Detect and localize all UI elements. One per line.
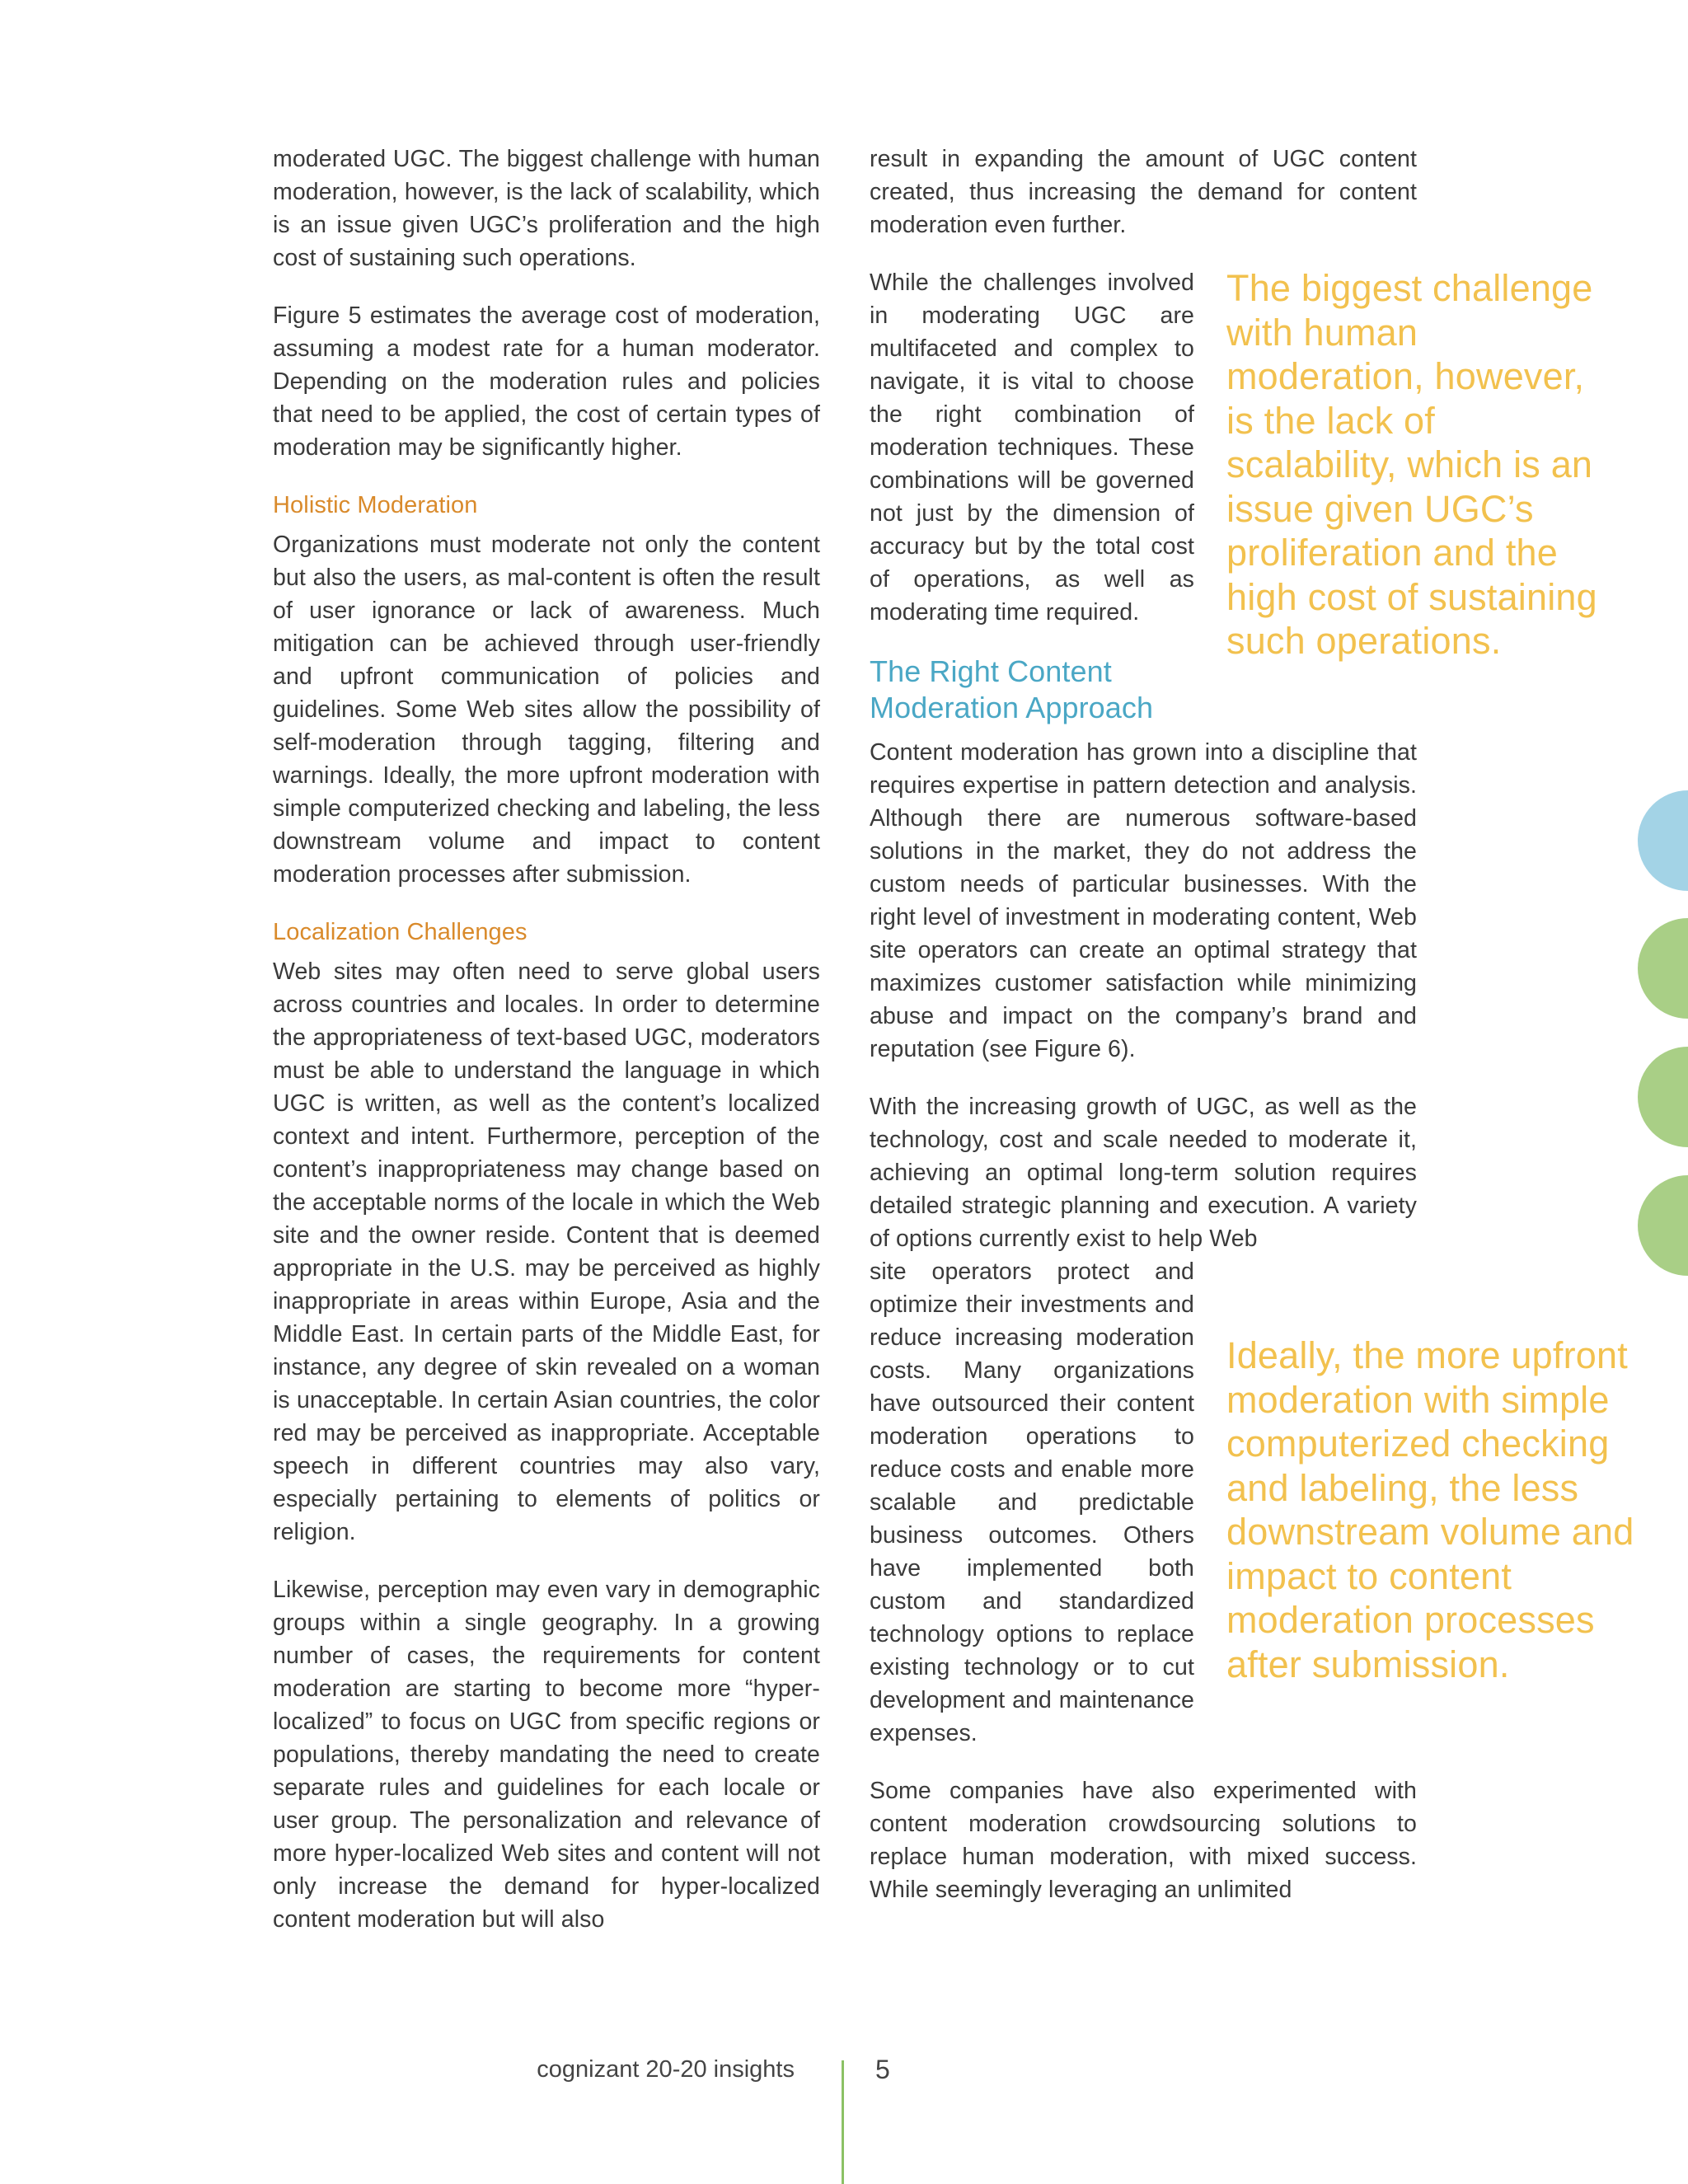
footer-divider (842, 2060, 844, 2184)
paragraph: Figure 5 estimates the average cost of moderation, assuming a modest rate for a human moderator. Depending on the moderation rules and policies that need to be applied, the cost of certain types of moderation may be significantly higher. (273, 302, 820, 461)
footer-brand: cognizant 20-20 insights (537, 2056, 795, 2083)
pull-quote: Ideally, the more upfront moderation with simple computerized checking and labeling, the less downstream volume and impact to content moderation processes after submission. (1226, 1334, 1634, 1685)
decorative-green-circle (1638, 1047, 1688, 1147)
paragraph: Likewise, perception may even vary in demographic groups within a single geography. In a growing number of cases, the requirements for content moderation are starting to become more “hyper-localized” to focus on UGC from specific regions or populations, thereby mandating the need to create separate rules and guidelines for each locale or user group. The personalization and relevance of more hyper-localized Web sites and content will not only increase the demand for hyper-localized content moderation but will also (273, 1577, 820, 1933)
decorative-green-circle (1638, 1175, 1688, 1276)
paragraph: moderated UGC. The biggest challenge with human moderation, however, is the lack of scalability, which is an issue given UGC’s proliferation and the high cost of sustaining such operations. (273, 146, 820, 271)
page-number: 5 (875, 2055, 890, 2084)
subheading-localization-challenges: Localization Challenges (273, 919, 528, 945)
paragraph: Organizations must moderate not only the content but also the users, as mal-content is often the result of user ignorance or lack of awareness. Much mitigation can be achieved through user-friendly and upfront communication of policies and guidelines. Some Web sites allow the possibility of self-moderation through tagging, filtering and warnings. Ideally, the more upfront moderation with simple computerized checking and labeling, the less downstream volume and impact to content moderation processes after submission. (273, 532, 820, 888)
paragraph: Content moderation has grown into a discipline that requires expertise in pattern detection and analysis. Although there are numerous software-based solutions in the market, they do not address the custom needs of particular businesses. With the right level of investment in moderating content, Web site operators can create an optimal strategy that maximizes customer satisfaction while minimizing abuse and impact on the company’s brand and reputation (see Figure 6). (870, 739, 1417, 1062)
paragraph: result in expanding the amount of UGC content created, thus increasing the demand for content moderation even further. (870, 146, 1417, 238)
paragraph: site operators protect and optimize their investments and reduce increasing moderation costs. Many organizations have outsourced their content moderation operations to reduce costs and enable more scalable and predictable business outcomes. Others have implemented both custom and standardized technology options to replace existing technology or to cut development and maintenance expenses. (870, 1258, 1194, 1746)
paragraph: While the challenges involved in moderating UGC are multifaceted and complex to navigate, it is vital to choose the right combination of moderation techniques. These combinations will be governed not just by the dimension of accuracy but by the total cost of operations, as well as moderating time required. (870, 269, 1194, 626)
decorative-green-circle (1638, 918, 1688, 1019)
left-column (273, 143, 820, 1961)
section-heading: The Right Content Moderation Approach (870, 654, 1154, 724)
pull-quote: The biggest challenge with human moderation, however, is the lack of scalability, which is an issue given UGC’s proliferation and the high cost of sustaining such operations. (1226, 267, 1597, 662)
paragraph: With the increasing growth of UGC, as well as the technology, cost and scale needed to moderate it, achieving an optimal long-term solution requires detailed strategic planning and execution. A variety of options currently exist to help Web (870, 1094, 1417, 1252)
paragraph: Web sites may often need to serve global users across countries and locales. In order to determine the appropriateness of text-based UGC, moderators must be able to understand the language in which UGC is written, as well as the content’s localized context and intent. Furthermore, perception of the content’s inappropriateness may change based on the acceptable norms of the locale in which the Web site and the owner reside. Content that is deemed appropriate in the U.S. may be perceived as highly inappropriate in areas within Europe, Asia and the Middle East. In certain parts of the Middle East, for instance, any degree of skin revealed on a woman is unacceptable. In certain Asian countries, the color red may be perceived as inappropriate. Acceptable speech in different countries may also vary, especially pertaining to elements of politics or religion. (273, 958, 820, 1545)
subheading-holistic-moderation: Holistic Moderation (273, 492, 478, 518)
decorative-blue-circle (1638, 790, 1688, 891)
paragraph: Some companies have also experimented with content moderation crowdsourcing solutions to replace human moderation, with mixed success. While seemingly leveraging an unlimited (870, 1778, 1417, 1903)
